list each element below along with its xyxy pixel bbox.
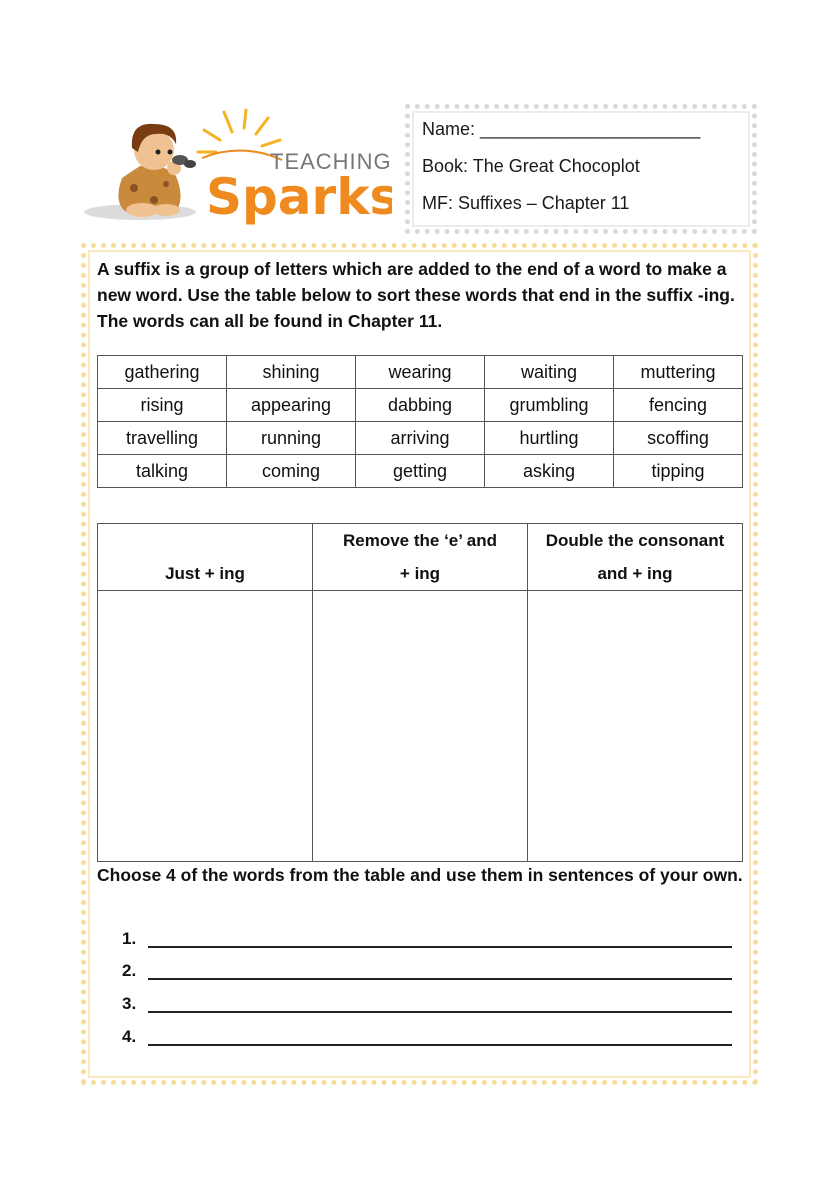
word-cell: muttering xyxy=(614,356,743,389)
mf-topic: MF: Suffixes – Chapter 11 xyxy=(422,193,630,213)
sentence-instructions: Choose 4 of the words from the table and use them in sentences of your own. xyxy=(97,865,743,885)
word-cell: shining xyxy=(227,356,356,389)
answer-cell-remove-e[interactable] xyxy=(313,591,528,862)
word-cell: fencing xyxy=(614,389,743,422)
line-number: 4. xyxy=(122,1027,137,1046)
book-title: Book: The Great Chocoplot xyxy=(422,156,640,176)
word-cell: rising xyxy=(98,389,227,422)
word-cell: running xyxy=(227,422,356,455)
header-line-1: Double the consonant xyxy=(545,531,725,550)
header-line-2: Just + ing xyxy=(165,564,245,583)
word-cell: waiting xyxy=(485,356,614,389)
word-cell: asking xyxy=(485,455,614,488)
word-cell: talking xyxy=(98,455,227,488)
svg-text:TEACHING: TEACHING xyxy=(270,149,392,174)
svg-text:Sparks: Sparks xyxy=(206,168,392,226)
table-row xyxy=(98,455,743,488)
line-number: 2. xyxy=(122,961,137,980)
word-table xyxy=(97,355,743,488)
teaching-sparks-logo xyxy=(82,108,392,228)
table-row xyxy=(98,356,743,389)
column-header-remove-e xyxy=(313,524,528,591)
answer-cell-just-ing[interactable] xyxy=(98,591,313,862)
answer-line-3[interactable] xyxy=(148,1011,732,1013)
word-cell: getting xyxy=(356,455,485,488)
word-cell: grumbling xyxy=(485,389,614,422)
column-header-just-ing xyxy=(98,524,313,591)
word-cell: coming xyxy=(227,455,356,488)
line-number: 1. xyxy=(122,929,137,948)
table-row xyxy=(98,389,743,422)
word-cell: tipping xyxy=(614,455,743,488)
header-line-1: Remove the ‘e’ and xyxy=(343,531,497,550)
column-header-double-consonant xyxy=(528,524,743,591)
line-number: 3. xyxy=(122,994,137,1013)
header-line-2: and + ing xyxy=(597,564,673,583)
answer-line-4[interactable] xyxy=(148,1044,732,1046)
table-row xyxy=(98,422,743,455)
answer-line-1[interactable] xyxy=(148,946,732,948)
word-cell: scoffing xyxy=(614,422,743,455)
sorting-table xyxy=(97,523,743,862)
word-cell: hurtling xyxy=(485,422,614,455)
word-cell: gathering xyxy=(98,356,227,389)
header-row xyxy=(98,524,743,591)
answer-line-2[interactable] xyxy=(148,978,732,980)
word-cell: wearing xyxy=(356,356,485,389)
answer-row xyxy=(98,591,743,862)
answer-cell-double-consonant[interactable] xyxy=(528,591,743,862)
word-cell: dabbing xyxy=(356,389,485,422)
header-line-2: + ing xyxy=(399,564,441,583)
word-cell: arriving xyxy=(356,422,485,455)
word-cell: appearing xyxy=(227,389,356,422)
name-field: Name: ______________________ xyxy=(422,119,701,139)
word-cell: travelling xyxy=(98,422,227,455)
instructions: A suffix is a group of letters which are added to the end of a word to make a new word. Use the table below to sort these words that end in the suffix -ing. The words can all be found in Chapter 11. xyxy=(97,259,735,331)
